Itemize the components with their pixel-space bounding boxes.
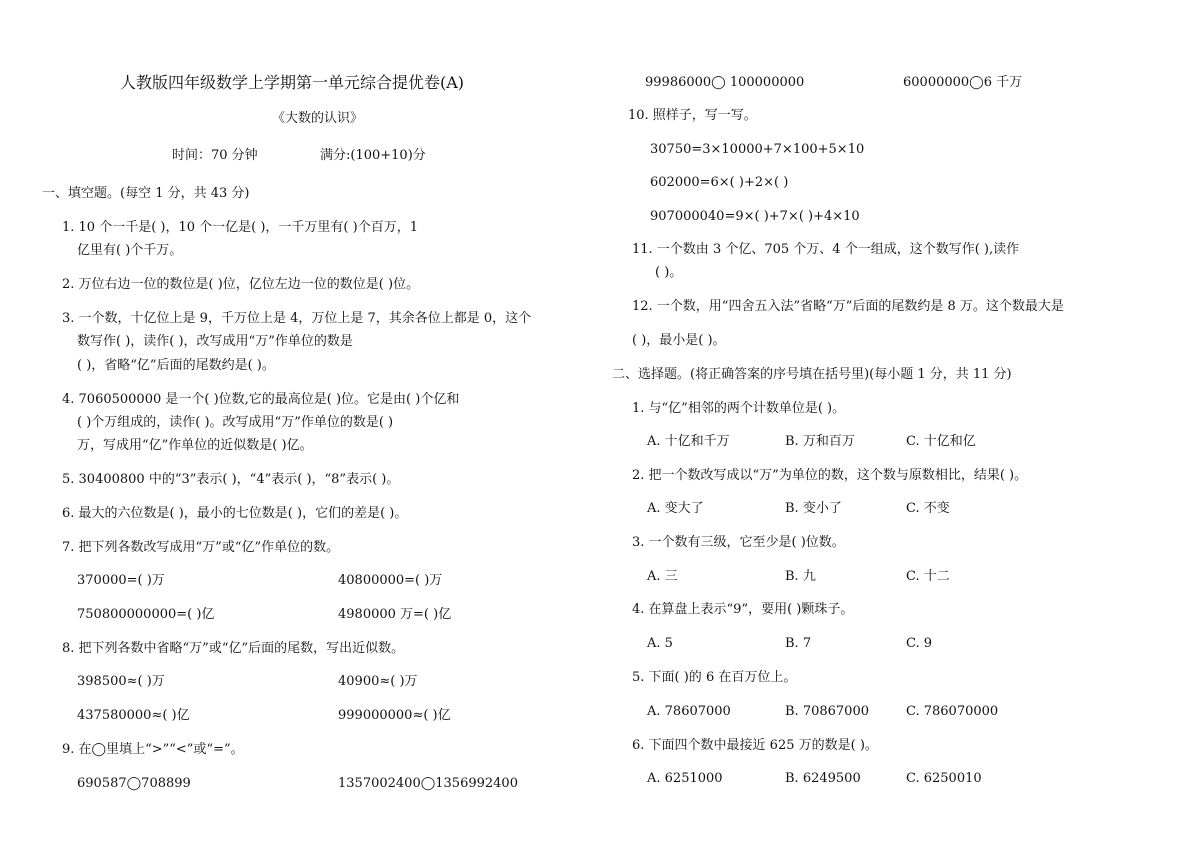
choice-1-option-a: A. 十亿和千万 <box>647 434 730 449</box>
choice-3-option-c: C. 十二 <box>906 569 950 584</box>
question-9b: 1357002400◯1356992400 <box>338 776 518 791</box>
choice-question-5: 5. 下面( )的 6 在百万位上。 <box>632 670 797 685</box>
question-3-line3: ( )，省略“亿”后面的尾数约是( )。 <box>77 358 275 373</box>
choice-5-option-a: A. 78607000 <box>647 704 731 719</box>
question-11-line2: ( )。 <box>655 265 683 280</box>
question-10a: 30750=3×10000+7×100+5×10 <box>650 142 865 157</box>
question-7d: 4980000 万=( )亿 <box>338 607 452 622</box>
question-10: 10. 照样子，写一写。 <box>628 108 757 123</box>
question-8b: 40900≈( )万 <box>338 674 418 689</box>
question-10c: 907000040=9×( )+7×( )+4×10 <box>650 209 860 224</box>
question-7c: 750800000000=( )亿 <box>77 607 215 622</box>
question-1-line2: 亿里有( )个千万。 <box>77 243 183 258</box>
question-10b: 602000=6×( )+2×( ) <box>650 175 789 190</box>
question-7: 7. 把下列各数改写成用“万”或“亿”作单位的数。 <box>62 540 340 555</box>
choice-3-option-b: B. 九 <box>785 569 816 584</box>
choice-2-option-c: C. 不变 <box>906 501 950 516</box>
choice-question-6: 6. 下面四个数中最接近 625 万的数是( )。 <box>632 738 878 753</box>
choice-6-option-a: A. 6251000 <box>647 771 723 786</box>
choice-2-option-a: A. 变大了 <box>647 501 704 516</box>
choice-6-option-c: C. 6250010 <box>906 771 982 786</box>
choice-question-3: 3. 一个数有三级，它至少是( )位数。 <box>632 535 845 550</box>
question-4-line2: ( )个万组成的，读作( )。改写成用“万”作单位的数是( ) <box>77 415 394 430</box>
question-9: 9. 在◯里填上“>”“<”或“=”。 <box>62 742 244 757</box>
choice-4-option-c: C. 9 <box>906 636 933 651</box>
question-5: 5. 30400800 中的“3”表示( )，“4”表示( )，“8”表示( )。 <box>62 472 400 487</box>
section1-heading: 一、填空题。(每空 1 分，共 43 分) <box>42 186 250 201</box>
exam-time: 时间：70 分钟 <box>172 148 258 163</box>
choice-5-option-b: B. 70867000 <box>785 704 869 719</box>
question-9a: 690587◯708899 <box>77 776 191 791</box>
choice-question-4: 4. 在算盘上表示“9”，要用( )颗珠子。 <box>632 602 854 617</box>
choice-6-option-b: B. 6249500 <box>785 771 861 786</box>
choice-question-2: 2. 把一个数改写成以“万”为单位的数，这个数与原数相比，结果( )。 <box>632 468 1028 483</box>
question-8a: 398500≈( )万 <box>77 674 165 689</box>
choice-5-option-c: C. 786070000 <box>906 704 999 719</box>
question-8d: 999000000≈( )亿 <box>338 708 451 723</box>
section2-heading: 二、选择题。(将正确答案的序号填在括号里)(每小题 1 分，共 11 分) <box>612 367 1012 382</box>
question-7a: 370000=( )万 <box>77 573 165 588</box>
choice-1-option-c: C. 十亿和亿 <box>906 434 976 449</box>
question-3-line1: 3. 一个数，十亿位上是 9，千万位上是 4，万位上是 7，其余各位上都是 0，这个 <box>62 311 532 326</box>
page-subtitle: 《大数的认识》 <box>272 111 364 126</box>
exam-score: 满分:(100+10)分 <box>320 148 426 163</box>
question-2: 2. 万位右边一位的数位是( )位，亿位左边一位的数位是( )位。 <box>62 277 420 292</box>
question-12-line1: 12. 一个数，用“四舍五入法”省略“万”后面的尾数约是 8 万。这个数最大是 <box>632 299 1064 314</box>
question-4-line3: 万，写成用“亿”作单位的近似数是( )亿。 <box>77 438 313 453</box>
question-3-line2: 数写作( )，读作( )，改写成用“万”作单位的数是 <box>77 334 353 349</box>
question-6: 6. 最大的六位数是( )，最小的七位数是( )，它们的差是( )。 <box>62 506 408 521</box>
question-9d: 60000000◯6 千万 <box>903 75 1023 90</box>
question-4-line1: 4. 7060500000 是一个( )位数,它的最高位是( )位。它是由( )个亿和 <box>62 392 460 407</box>
question-7b: 40800000=( )万 <box>338 573 443 588</box>
question-9c: 99986000◯ 100000000 <box>645 75 805 90</box>
choice-1-option-b: B. 万和百万 <box>785 434 855 449</box>
question-8: 8. 把下列各数中省略“万”或“亿”后面的尾数，写出近似数。 <box>62 641 405 656</box>
page-title: 人教版四年级数学上学期第一单元综合提优卷(A) <box>120 73 465 92</box>
question-1-line1: 1. 10 个一千是( )，10 个一亿是( )，一千万里有( )个百万，1 <box>62 220 418 235</box>
question-8c: 437580000≈( )亿 <box>77 708 190 723</box>
choice-question-1: 1. 与“亿”相邻的两个计数单位是( )。 <box>632 401 846 416</box>
choice-4-option-b: B. 7 <box>785 636 812 651</box>
choice-4-option-a: A. 5 <box>647 636 673 651</box>
question-11-line1: 11. 一个数由 3 个亿、705 个万、4 个一组成，这个数写作( ),读作 <box>632 242 1020 257</box>
question-12-line2: ( )，最小是( )。 <box>632 333 726 348</box>
choice-2-option-b: B. 变小了 <box>785 501 842 516</box>
choice-3-option-a: A. 三 <box>647 569 678 584</box>
